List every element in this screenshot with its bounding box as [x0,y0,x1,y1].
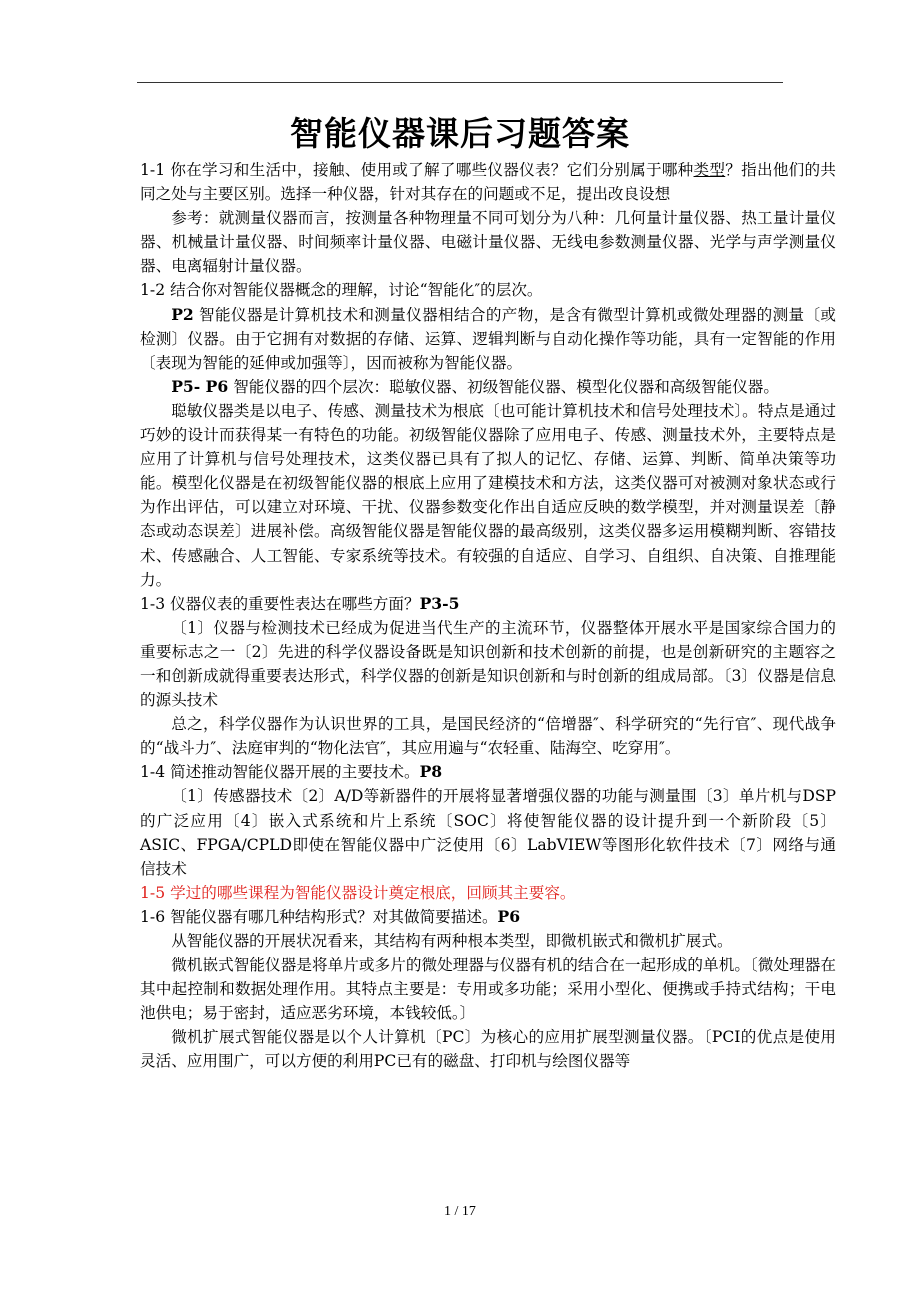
answer-1-4: 〔1〕传感器技术〔2〕A/D等新器件的开展将显著增强仪器的功能与测量围〔3〕单片机与DSP的广泛应用〔4〕嵌入式系统和片上系统〔SOC〕将使智能仪器的设计提升到一个新阶段〔5〕ASIC、FPGA/CPLD即使在智能仪器中广泛使用〔6〕LabVIEW等图形化软件技术〔7〕网络与通信技术 [140,787,836,878]
header-rule [137,82,783,83]
answer-1-6-embedded: 微机嵌式智能仪器是将单片或多片的微处理器与仪器有机的结合在一起形成的单机。〔微处理器在其中起控制和数据处理作用。其特点主要是：专用或多功能；采用小型化、便携或手持式结构；干电池供电；易于密封，适应恶劣环境，本钱较低。〕 [140,956,836,1023]
underlined-word: 类型 [693,161,726,179]
document-title: 智能仪器课后习题答案 [290,114,630,153]
question-1-6: 1-6 智能仪器有哪几种结构形式？对其做简要描述。P6 [140,906,521,926]
page-ref: P2 [171,304,194,324]
answer-1-2-levels: 聪敏仪器类是以电子、传感、测量技术为根底〔也可能计算机技术和信号处理技术〕。特点是通过巧妙的设计而获得某一有特色的功能。初级智能仪器除了应用电子、传感、测量技术外，主要特点是应用了计算机与信号处理技术，这类仪器已具有了拟人的记忆、存储、运算、判断、简单决策等功能。模型化仪器是在初级智能仪器的根底上应用了建模技术和方法，这类仪器可对被测对象状态或行为作出评估，可以建立对环境、干扰、仪器参数变化作出自适应反映的数学模型，并对测量误差〔静态或动态误差〕进展补偿。高级智能仪器是智能仪器的最高级别，这类仪器多运用模糊判断、容错技术、传感融合、人工智能、专家系统等技术。有较强的自适应、自学习、自组织、自决策、自推理能力。 [140,401,836,589]
answer-1-2-levels-intro: P5- P6 智能仪器的四个层次：聪敏仪器、初级智能仪器、模型化仪器和高级智能仪器。 [171,376,779,396]
question-1-2: 1-2 结合你对智能仪器概念的理解，讨论“智能化″的层次。 [140,281,543,300]
answer-1-1: 参考：就测量仪器而言，按测量各种物理量不同可划分为八种：几何量计量仪器、热工量计量仪器、机械量计量仪器、时间频率计量仪器、电磁计量仪器、无线电参数测量仪器、光学与声学测量仪器、电离辐射计量仪器。 [140,209,836,276]
page-ref: P6 [497,906,521,926]
document-body [140,158,836,1074]
question-1-4: 1-4 简述推动智能仪器开展的主要技术。P8 [140,762,443,782]
page-ref: P3-5 [419,593,460,613]
page-ref: P5- P6 [171,376,229,396]
answer-1-3-points: 〔1〕仪器与检测技术已经成为促进当代生产的主流环节，仪器整体开展水平是国家综合国力的重要标志之一〔2〕先进的科学仪器设备既是知识创新和技术创新的前提，也是创新研究的主题容之一和创新成就得重要表达形式，科学仪器的创新是知识创新和与时创新的组成局部。〔3〕仪器是信息的源头技术 [140,618,836,710]
answer-1-2-definition: P2 智能仪器是计算机技术和测量仪器相结合的产物，是含有微型计算机或微处理器的测量〔或检测〕仪器。由于它拥有对数据的存储、运算、逻辑判断与自动化操作等功能，具有一定智能的作用〔表现为智能的延伸或加强等〕，因而被称为智能仪器。 [140,304,836,372]
answer-1-6-extended: 微机扩展式智能仪器是以个人计算机〔PC〕为核心的应用扩展型测量仪器。〔PCI的优点是使用灵活、应用围广，可以方便的利用PC已有的磁盘、打印机与绘图仪器等 [140,1028,836,1071]
answer-1-6-types: 从智能仪器的开展状况看来，其结构有两种根本类型，即微机嵌式和微机扩展式。 [171,932,733,950]
page-ref: P8 [419,762,443,782]
answer-1-3-summary: 总之，科学仪器作为认识世界的工具，是国民经济的“倍增器″、科学研究的“先行官″、现代战争的“战斗力″、法庭审判的“物化法官″，其应用遍与“农轻重、陆海空、吃穿用″。 [140,715,836,758]
question-1-3: 1-3 仪器仪表的重要性表达在哪些方面？P3-5 [140,593,460,613]
page-number: 1 / 17 [444,1204,476,1219]
question-1-5: 1-5 学过的哪些课程为智能仪器设计奠定根底，回顾其主要容。 [140,883,576,902]
question-1-1: 1-1 你在学习和生活中，接触、使用或了解了哪些仪器仪表？它们分别属于哪种类型？指出他们的共同之处与主要区别。选择一种仪器，针对其存在的问题或不足，提出改良设想 [140,161,836,204]
